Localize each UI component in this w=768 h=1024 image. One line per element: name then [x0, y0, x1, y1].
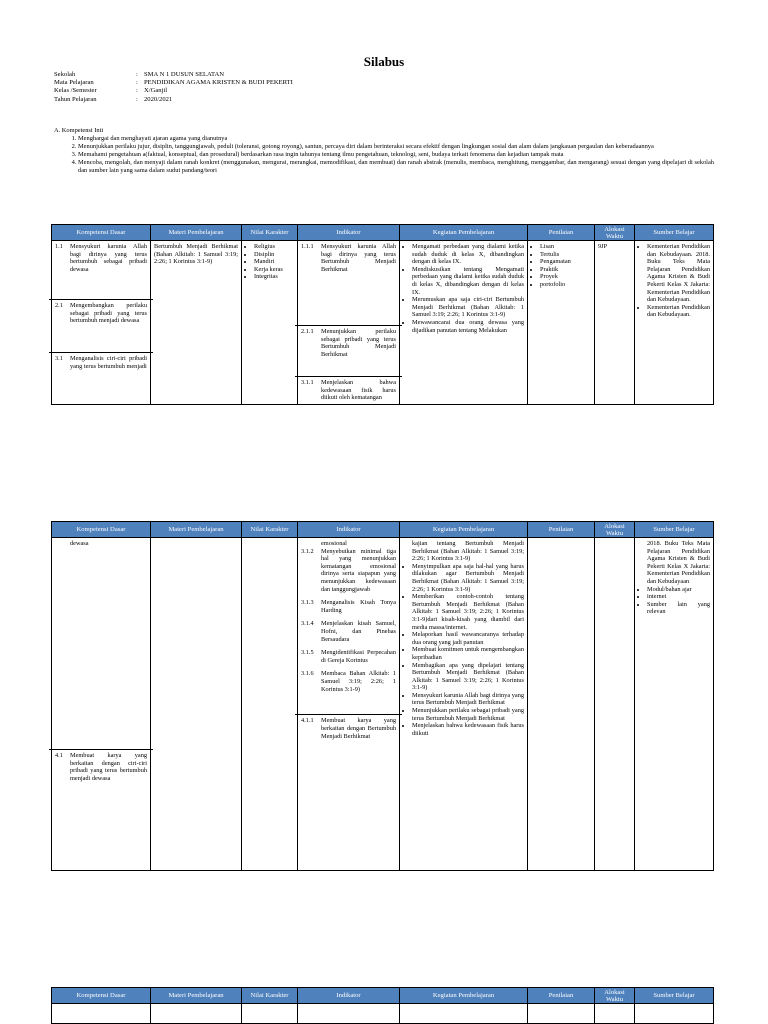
indikator-item: 2.1.1 Menunjukkan perilaku sebagai pribadi yang terus Bertumbuh Menjadi Berhikmat: [301, 328, 396, 358]
kd-item: 4.1 Membuat karya yang berkaitan dengan ciri-ciri pribadi yang terus bertumbuh menjadi dewasa: [55, 752, 147, 782]
kompetensi-inti: [54, 127, 714, 175]
ki-item: 4. Mencoba, mengolah, dan menyaji dalam ranah konkret (menggunakan, mengurai, merangkai, memodifikasi, dan membuat) dan ranah abstrak (menulis, membaca, menghitung, menggambar, dan mengarang) sesuai dengan yang dipelajari di sekolah dan sumber lain yang sama dalam sudut pandang/teori: [78, 159, 714, 175]
ki-item: 3. Memahami pengetahuan a(faktual, konseptual, dan prosedural) berdasarkan rasa ingin tahunya tentang ilmu pengetahuan, teknologi, seni, budaya terkait fenomena dan kejadian tampak mata: [78, 151, 714, 159]
table-header-row: [52, 988, 714, 1004]
info-row-class: Kelas /Semester : X/Ganjil: [54, 87, 168, 95]
col-header: Kompetensi Dasar: [52, 522, 151, 538]
nilai-item: • Religius: [254, 243, 294, 251]
kd-item: 3.1 Menganalisis ciri-ciri pribadi yang terus bertumbuh menjadi: [55, 355, 147, 370]
kegiatan-item: • Merumuskan apa saja ciri-ciri Bertumbuh Menjadi Berhikmat (Bahan Alkitab: 1 Samuel 3:19; 2:26; 1 Korintus 3:1-9): [412, 296, 524, 319]
sumber-continued: 2018. Buku Teks Mata Pelajaran Pendidikan Agama Kristen & Budi Pekerti Kelas X Jakarta: Kementerian Pendidikan dan Kebudayaan: [647, 540, 710, 585]
penilaian-item: • Lisan: [540, 243, 591, 251]
sumber-item: • internet: [647, 593, 710, 601]
table-row: [52, 241, 714, 405]
col-header: Penilaian: [528, 522, 595, 538]
penilaian-cell: [528, 241, 595, 405]
col-header: Materi Pembelajaran: [151, 522, 242, 538]
col-header: Penilaian: [528, 988, 595, 1004]
nilai-item: • Kerja keras: [254, 266, 294, 274]
nilai-cell: [242, 538, 298, 871]
sumber-item: • Modul/bahan ajar: [647, 586, 710, 594]
nilai-cell: [242, 241, 298, 405]
col-header: Alokasi Waktu: [595, 225, 635, 241]
indikator-item: 3.1.5 Mengidentifikasi Perpecahan di Gereja Korintus: [301, 649, 396, 664]
kegiatan-item: • Menunjukkan perilaku sebagai pribadi yang terus Bertumbuh Menjadi Berhikmat: [412, 707, 524, 722]
alokasi-cell: 9JP: [595, 241, 635, 405]
indikator-item: 3.1.4 Menjelaskan kisah Samuel, Hofni, dan Pinehas Bersaudara: [301, 620, 396, 643]
sumber-cell: [635, 241, 714, 405]
col-header: Kegiatan Pembelajaran: [400, 988, 528, 1004]
syllabus-table-2: [51, 521, 714, 871]
col-header: Sumber Belajar: [635, 522, 714, 538]
col-header: Kompetensi Dasar: [52, 988, 151, 1004]
col-header: Materi Pembelajaran: [151, 988, 242, 1004]
table-header-row: [52, 522, 714, 538]
info-row-school: Sekolah : SMA N 1 DUSUN SELATAN: [54, 71, 225, 78]
kegiatan-continued: kajian tentang Bertumbuh Menjadi Berhikmat (Bahan Alkitab: 1 Samuel 3:19; 2:26; 1 Korintus 3:1-9): [412, 540, 524, 563]
col-header: Kompetensi Dasar: [52, 225, 151, 241]
ki-item: 2. Menunjukkan perilaku jujur, disiplin, tanggungjawab, peduli (toleransi, gotong royong), santun, percaya diri dalam berinteraksi secara efektif dengan lingkungan sosial dan alam dalam jangkauan pergaulan dan keberadaannya: [78, 143, 714, 151]
col-header: Nilai Karakter: [242, 225, 298, 241]
kegiatan-cell: [400, 241, 528, 405]
col-header: Alokasi Waktu: [595, 988, 635, 1004]
kegiatan-cell: [400, 538, 528, 871]
kegiatan-item: • Menjelaskan bahwa kedewasaan fisik harus diikuti: [412, 722, 524, 737]
indikator-cell: [298, 241, 400, 405]
nilai-item: • Disiplin: [254, 251, 294, 259]
nilai-item: • Mandiri: [254, 258, 294, 266]
materi-cell: Bertumbuh Menjadi Berhikmat (Bahan Alkitab: 1 Samuel 3:19; 2:26; 1 Korintus 3:1-9): [151, 241, 242, 405]
col-header: Sumber Belajar: [635, 225, 714, 241]
indikator-cell: [298, 538, 400, 871]
penilaian-item: • Tertulis: [540, 251, 591, 259]
penilaian-item: • Proyek: [540, 273, 591, 281]
table-row: [52, 538, 714, 871]
col-header: Indikator: [298, 225, 400, 241]
info-row-subject: Mata Pelajaran : PENDIDIKAN AGAMA KRISTEN & BUDI PEKERTI: [54, 79, 293, 87]
ki-item: 1. Menghargai dan menghayati ajaran agama yang dianutnya: [78, 135, 714, 143]
page-title: Silabus: [363, 54, 405, 69]
col-header: Indikator: [298, 988, 400, 1004]
kd-item: 2.1 Mengembangkan perilaku sebagai pribadi yang terus bertumbuh menjadi dewasa: [55, 302, 147, 325]
alokasi-cell: [595, 538, 635, 871]
indikator-continued: emosional: [321, 540, 347, 547]
syllabus-table-1: [51, 224, 714, 405]
kegiatan-item: • Membuat komitmen untuk mengembangkan kepribadian: [412, 646, 524, 661]
kd-item: 1.1 Mensyukuri karunia Allah bagi dirinya yang terus bertumbuh sebagai pribadi dewasa: [55, 243, 147, 273]
kegiatan-item: • Mendiskusikan tentang Mengamati perbedaan yang dialami ketika sudah duduk di kelas X, dibandingkan dengan di kelas IX.: [412, 266, 524, 296]
materi-cell: [151, 538, 242, 871]
penilaian-item: • Pengamatan: [540, 258, 591, 266]
col-header: Materi Pembelajaran: [151, 225, 242, 241]
kegiatan-item: • Mewawancarai dua orang dewasa yang dijadikan panutan tentang Melakukan: [412, 319, 524, 334]
kegiatan-item: • Mensyukuri karunia Allah bagi dirinya yang terus Bertumbuh Menjadi Berhikmat: [412, 692, 524, 707]
penilaian-item: • portofolio: [540, 281, 591, 289]
table-row: [52, 1004, 714, 1024]
sumber-cell: [635, 538, 714, 871]
col-header: Penilaian: [528, 225, 595, 241]
sumber-item: • Kementerian Pendidikan dan Kebudayaan. 2018. Buku Teks Mata Pelajaran Pendidikan Agama Kristen & Budi Pekerti Kelas X Jakarta: Kementerian Pendidikan dan Kebudayaan.: [647, 243, 710, 304]
indikator-item: 4.1.1 Membuat karya yang berkaitan dengan Bertumbuh Menjadi Berhikmat: [301, 717, 396, 740]
col-header: Nilai Karakter: [242, 988, 298, 1004]
kd-continued: dewasa: [70, 540, 89, 547]
table-header-row: [52, 225, 714, 241]
col-header: Nilai Karakter: [242, 522, 298, 538]
col-header: Kegiatan Pembelajaran: [400, 225, 528, 241]
sumber-item: • Kementerian Pendidikan dan Kebudayaan.: [647, 304, 710, 319]
col-header: Indikator: [298, 522, 400, 538]
col-header: Sumber Belajar: [635, 988, 714, 1004]
indikator-item: 1.1.1 Mensyukuri karunia Allah bagi dirinya yang terus Bertumbuh Menjadi Berhikmat: [301, 243, 396, 273]
col-header: Alokasi Waktu: [595, 522, 635, 538]
indikator-item: 3.1.6 Membaca Bahan Alkitab: 1 Samuel 3:19; 2:26; 1 Korintus 3:1-9): [301, 670, 396, 693]
kegiatan-item: • Memberikan contoh-contoh tentang Bertumbuh Menjadi Berhikmat (Bahan Alkitab: 1 Samuel 3:19; 2:26; 1 Korintus 3:1-9)dari kisah-kisah yang diambil dari media massa/internet.: [412, 593, 524, 631]
kegiatan-item: • Membagikan apa yang dipelajari tentang Bertumbuh Menjadi Berhikmat (Bahan Alkitab: 1 Samuel 3:19; 2:26; 1 Korintus 3:1-9): [412, 662, 524, 692]
kegiatan-item: • Melaporkan hasil wawancaranya terhadap dua orang yang jadi panutan: [412, 631, 524, 646]
penilaian-item: • Praktik: [540, 266, 591, 274]
kegiatan-item: • Menyimpulkan apa saja hal-hal yang harus dilakukan agar Bertumbuh Menjadi Berhikmat (Bahan Alkitab: 1 Samuel 3:19; 2:26; 1 Korintus 3:1-9): [412, 563, 524, 593]
kegiatan-item: • Mengamati perbedaan yang dialami ketika sudah duduk di kelas X, dibandingkan dengan di kelas IX.: [412, 243, 524, 266]
nilai-item: • Integritas: [254, 273, 294, 281]
info-row-year: Tahun Pelajaran : 2020/2021: [54, 95, 173, 103]
indikator-item: 3.1.2 Menyebutkan minimal tiga hal yang menunjukkan kematangan emosional dirinya serta siapapun yang menunjukkan kedewasaan dan tanggungjawab: [301, 547, 396, 593]
syllabus-table-3: [51, 987, 714, 1024]
school-info: [54, 71, 293, 104]
sumber-item: • Sumber lain yang relevan: [647, 601, 710, 616]
col-header: Kegiatan Pembelajaran: [400, 522, 528, 538]
ki-heading: A. Kompetensi Inti: [54, 127, 104, 134]
indikator-item: 3.1.1 Menjelaskan bahwa kedewasaan fisik harus diikuti oleh kematangan: [301, 379, 396, 402]
kd-cell: [52, 241, 151, 405]
penilaian-cell: [528, 538, 595, 871]
indikator-item: 3.1.3 Menganalisis Kisah Tonya Harding: [301, 599, 396, 614]
kd-cell: [52, 538, 151, 871]
